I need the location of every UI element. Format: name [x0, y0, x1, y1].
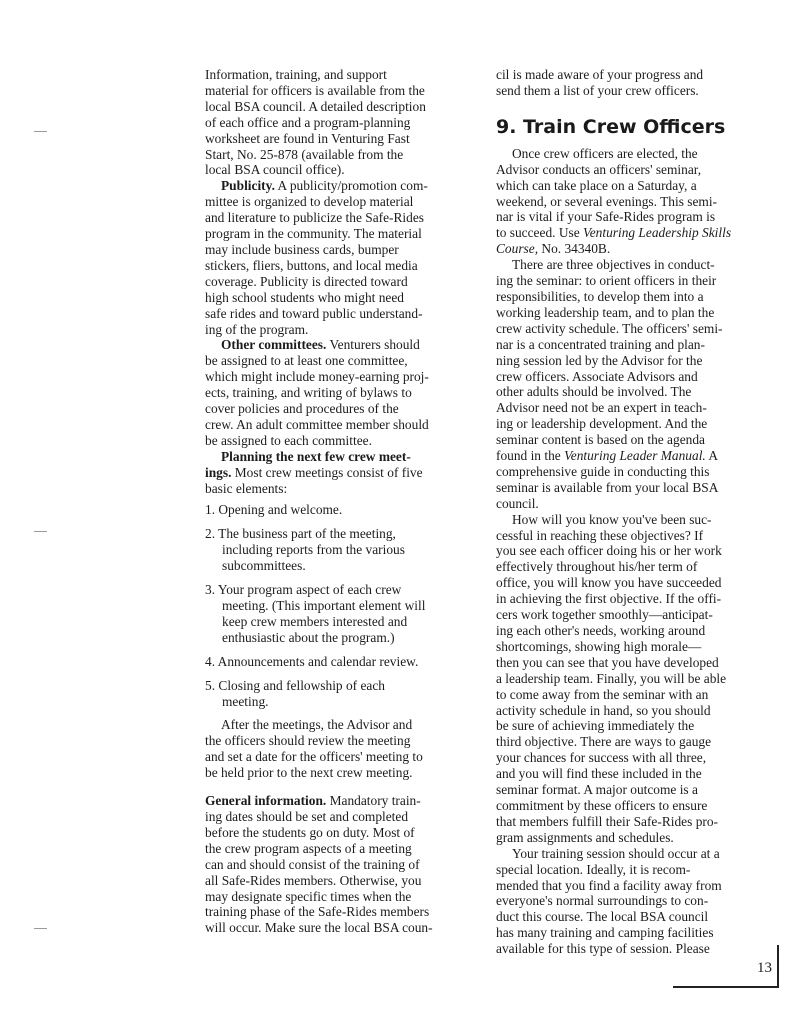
success-paragraph: How will you know you've been suc- cessful in reaching these objectives? If you see each officer doing his or her work effectively throughout his/her term of office, you will know you have succeeded in achieving the first objective. If the offi- cers work together smoothly—anticipat- ing each other's needs, working around shortcomings, showing high morale— then you can see that you have developed a leadership team. Finally, you will be able to come away from the seminar with an activity schedule in hand, so you should be sure of achieving immediately the third objective. There are ways to gauge your chances for success with all three, and you will find these included in the seminar format. A major outcome is a commitment by these officers to ensure that members fulfill their Safe-Rides pro- gram assignments and schedules.: [496, 511, 727, 845]
planning-heading: Planning the next few crew meet- ings.: [205, 448, 411, 480]
other-committees-paragraph: [205, 337, 458, 448]
page-corner-rule-horizontal: [673, 986, 779, 988]
publicity-text: A publicity/promotion com- mittee is organized to develop material and literature to publicize the Safe-Rides program in the community. The material may include business cards, bumper stickers, fliers, buttons, and local media coverage. Publicity is directed toward high school students who might need safe rides and toward public understand- ing of the program.: [205, 178, 428, 337]
publicity-heading: Publicity.: [221, 178, 275, 194]
other-committees-text: Venturers should be assigned to at least one committee, which might include money-earning proj- ects, training, and writing of bylaws to cover policies and procedures of the crew. An adult committee member should be assigned to each committee.: [205, 337, 429, 448]
general-info-paragraph: [205, 793, 458, 936]
intro-paragraph: Information, training, and support material for officers is available from the local BSA council. A detailed description of each office and a program-planning worksheet are found in Venturing Fast Start, No. 25-878 (available from the local BSA council office).: [205, 67, 426, 178]
seminar-paragraph: [496, 146, 758, 257]
planning-text: Most crew meetings consist of five basic elements:: [205, 464, 423, 496]
location-paragraph: Your training session should occur at a special location. Ideally, it is recom- mended that you find a facility away from everyone's normal surroundings to con- duct this course. The local BSA council has many training and camping facilities available for this type of session. Please: [496, 845, 722, 957]
publicity-paragraph: [205, 178, 458, 337]
margin-mark: [34, 928, 47, 929]
margin-mark: [34, 131, 47, 132]
list-item: 3. Your program aspect of each crew meeting. (This important element will keep crew members interested and enthusiastic about the program.): [205, 582, 426, 645]
list-item: 5. Closing and fellowship of each meeting.: [205, 677, 385, 709]
seminar-text: Once crew officers are elected, the Advisor conducts an officers' seminar, which can take place on a Saturday, a weekend, or several evenings. This semi- nar is vital if your Safe-Rides program is to succeed. Use: [496, 145, 718, 241]
objectives-tail: A comprehensive guide in conducting this seminar is available from your local BSA council.: [496, 448, 719, 511]
after-meetings-paragraph: After the meetings, the Advisor and the officers should review the meeting and set a date for the officers' meeting to be held prior to the next crew meeting.: [205, 717, 423, 781]
list-item: 1. Opening and welcome.: [205, 502, 343, 518]
right-column: [496, 67, 758, 957]
manual-title: Venturing Leader Manual.: [564, 448, 706, 464]
list-item: 4. Announcements and calendar review.: [205, 653, 419, 669]
seminar-tail: No. 34340B.: [538, 241, 611, 257]
general-info-heading: General information.: [205, 793, 327, 809]
course-title: Venturing Leadership Skills Course,: [496, 225, 732, 257]
other-committees-heading: Other committees.: [221, 337, 327, 353]
general-info-text: Mandatory train- ing dates should be set and completed before the students go on duty. Most of the crew program aspects of a meeting can and should consist of the training of all Safe-Rides members. Otherwise, you may designate specific times when the training phase of the Safe-Rides members will occur. Make sure the local BSA coun-: [205, 793, 433, 936]
meeting-elements-list: [205, 502, 458, 709]
planning-paragraph: [205, 449, 458, 497]
margin-mark: [34, 531, 47, 532]
list-item: 2. The business part of the meeting, including reports from the various subcommittees.: [205, 526, 405, 574]
page-number: 13: [757, 960, 772, 976]
left-column: [205, 67, 458, 936]
objectives-text: There are three objectives in conduct- ing the seminar: to orient officers in their responsibilities, to develop them into a working leadership team, and to plan the crew activity schedule. The officers' semi- nar is a concentrated training and plan- ning session led by the Advisor for the crew officers. Associate Advisors and other adults should be involved. The Advisor need not be an expert in teach- ing or leadership development. And the seminar content is based on the agenda found in the: [496, 257, 723, 464]
continuation-paragraph: cil is made aware of your progress and send them a list of your crew officers.: [496, 67, 704, 98]
section-title: 9. Train Crew Officers: [496, 115, 726, 138]
objectives-paragraph: [496, 257, 758, 512]
page-corner-rule-vertical: [777, 945, 779, 987]
